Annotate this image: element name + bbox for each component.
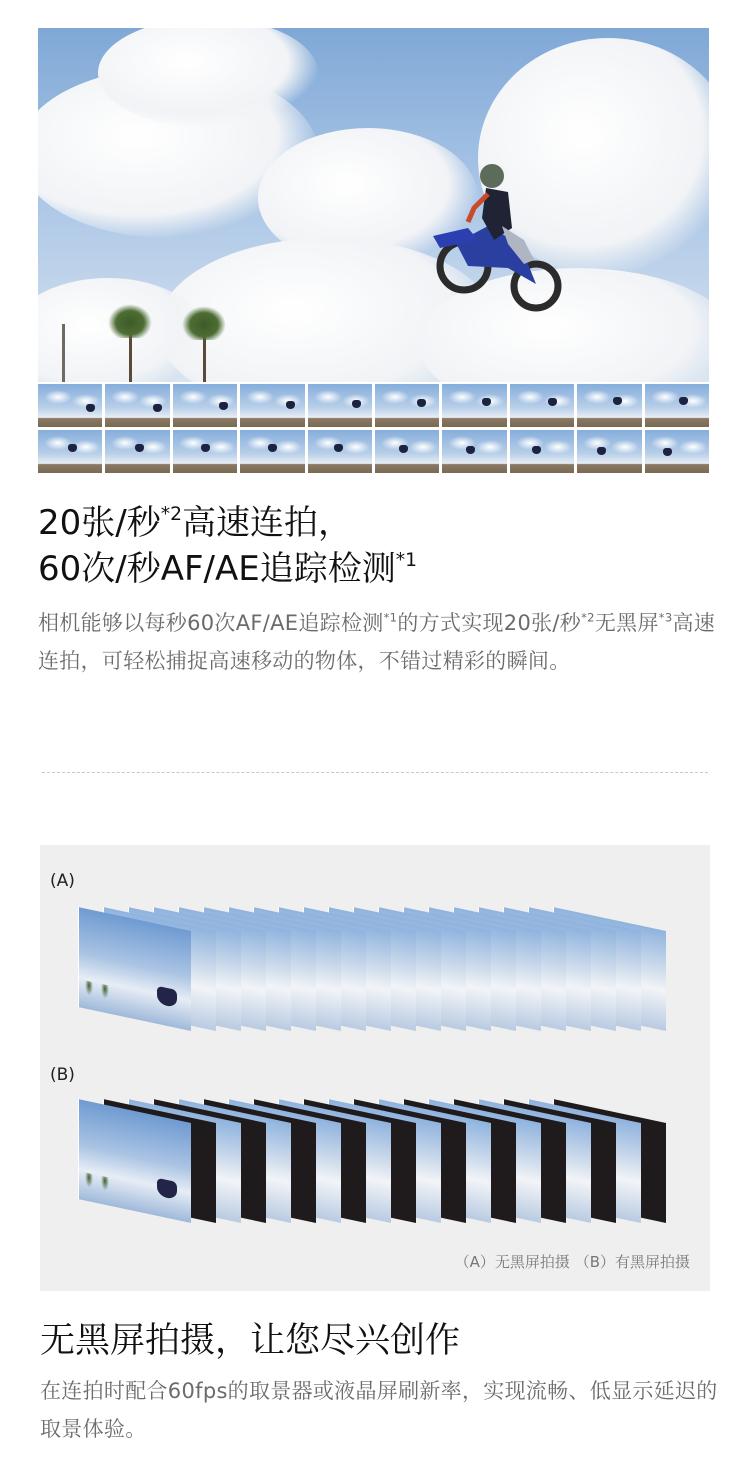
motocross-rider [428,148,568,318]
palm-tree [85,1172,93,1188]
burst-shooting-description: 相机能够以每秒60次AF/AE追踪检测$^{*1}$的方式实现20张/秒$^{*2}$无黑屏$^{*3}$高速连拍，可轻松捕捉高速移动的物体，不错过精彩的瞬间。 [38,610,716,673]
burst-thumbnail [442,430,506,473]
blackout-comparison-panel [40,845,710,1291]
title-line2: 60次/秒AF/AE追踪检测$^{*1}$ [38,549,417,589]
dashed-divider [42,772,708,773]
burst-thumbnail [308,430,372,473]
burst-shooting-title [38,500,718,592]
label-a: (A) [50,871,75,891]
palm-tree [101,1176,109,1192]
hero-motocross-photo [38,28,709,382]
burst-thumbnail [577,384,641,427]
burst-thumbnail [38,384,102,427]
burst-thumbnail [308,384,372,427]
footnote-mark: *2 [581,610,595,625]
burst-thumbnail [105,384,169,427]
burst-thumbnail [173,384,237,427]
burst-thumbnail [375,384,439,427]
burst-thumbnail [375,430,439,473]
burst-thumbnail [240,384,304,427]
burst-thumbnail [442,384,506,427]
burst-thumbnail [510,384,574,427]
rider-silhouette [157,1178,177,1200]
blackout-free-description: 在连拍时配合60fps的取景器或液晶屏刷新率，实现流畅、低显示延迟的取景体验。 [40,1379,718,1441]
footnote-mark: *1 [395,549,417,571]
comparison-legend: （A）无黑屏拍摄 （B）有黑屏拍摄 [454,1253,690,1271]
rider-silhouette [157,986,177,1008]
palm-tree [182,302,226,382]
label-b: (B) [50,1065,75,1085]
frame-stack-no-blackout [78,907,678,1037]
frame-stack-with-blackout [78,1099,678,1229]
burst-thumbnail [38,430,102,473]
burst-thumbnail [645,430,709,473]
palm-tree [108,300,152,382]
burst-thumbnail [510,430,574,473]
burst-thumbnail [645,384,709,427]
footnote-mark: *3 [658,610,673,625]
footnote-mark: *2 [160,503,182,525]
burst-thumbnail [173,430,237,473]
burst-thumbnail [577,430,641,473]
utility-pole [62,324,65,382]
blackout-free-title: 无黑屏拍摄，让您尽兴创作 [40,1321,461,1361]
palm-tree [101,984,109,1000]
burst-thumbnail [240,430,304,473]
burst-thumbnail [105,430,169,473]
palm-tree [85,980,93,996]
title-line1: 20张/秒$^{*2}$高速连拍， [38,503,352,543]
footnote-mark: *1 [383,610,398,625]
burst-thumbnail-strip [38,384,709,473]
